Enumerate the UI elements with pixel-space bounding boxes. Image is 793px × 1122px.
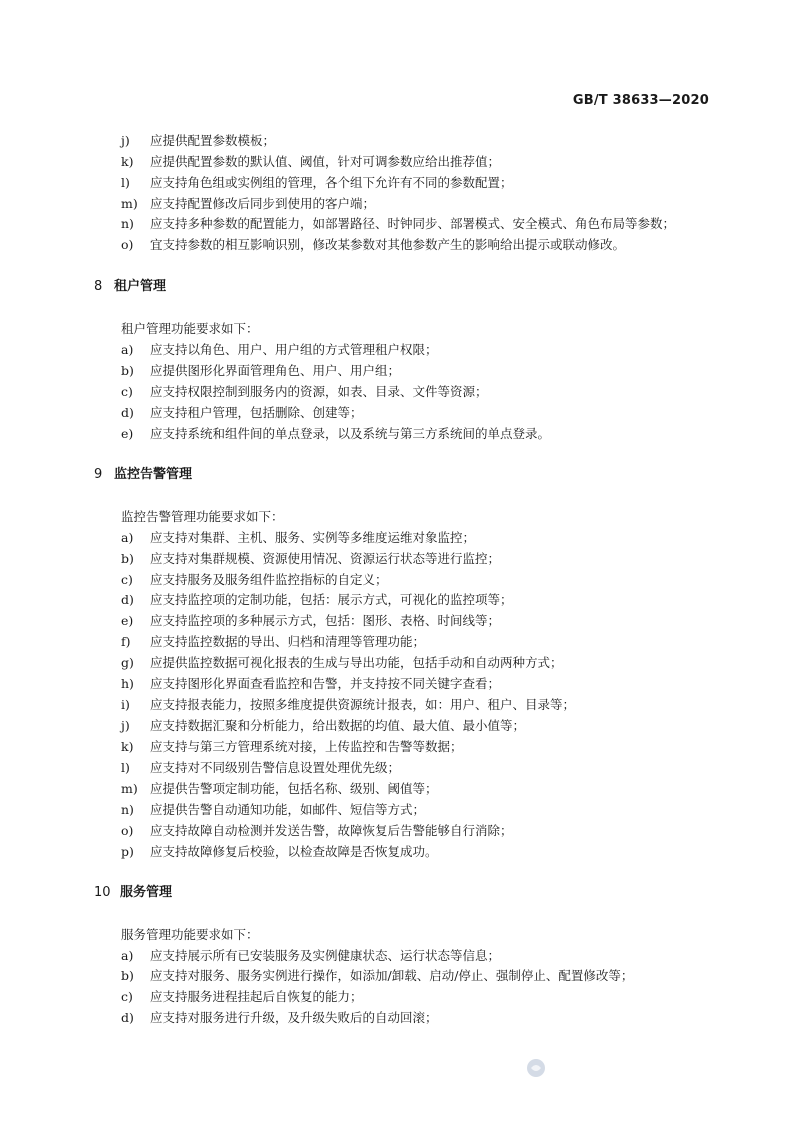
- item-mark: o): [121, 823, 134, 838]
- section-intro: 服务管理功能要求如下：: [121, 927, 259, 942]
- item-mark: a): [121, 948, 134, 963]
- item-text: 应支持图形化界面查看监控和告警，并支持按不同关键字查看；: [150, 676, 501, 691]
- list-item: [121, 653, 563, 673]
- list-item: [121, 549, 500, 569]
- item-mark: n): [121, 216, 134, 231]
- list-item: [121, 779, 438, 799]
- item-text: 应提供告警项定制功能，包括名称、级别、阈值等；: [150, 781, 438, 796]
- item-mark: a): [121, 342, 134, 357]
- item-text: 应支持角色组或实例组的管理，各个组下允许有不同的参数配置；: [150, 175, 513, 190]
- item-text: 应支持对集群、主机、服务、实例等多维度运维对象监控；: [150, 530, 476, 545]
- list-item: [121, 674, 500, 694]
- item-mark: d): [121, 592, 134, 607]
- item-text: 应支持租户管理，包括删除、创建等；: [150, 405, 363, 420]
- item-text: 应支持对服务、服务实例进行操作，如添加/卸载、启动/停止、强制停止、配置修改等；: [150, 968, 634, 983]
- item-mark: c): [121, 572, 133, 587]
- list-item: [121, 214, 675, 234]
- item-mark: b): [121, 968, 134, 983]
- section-title: 监控告警管理: [114, 467, 193, 482]
- item-text: 应支持配置修改后同步到使用的客户端；: [150, 196, 376, 211]
- list-item: [121, 235, 625, 255]
- section-number: 8: [94, 279, 103, 294]
- list-item: [121, 737, 463, 757]
- item-text: 应支持多种参数的配置能力，如部署路径、时钟同步、部署模式、安全模式、角色布局等参数；: [150, 216, 676, 231]
- list-item: [121, 1008, 438, 1028]
- item-mark: o): [121, 237, 134, 252]
- list-item: [121, 528, 475, 548]
- item-text: 应提供图形化界面管理角色、用户、用户组；: [150, 363, 401, 378]
- item-text: 应支持报表能力，按照多维度提供资源统计报表，如：用户、租户、目录等；: [150, 697, 576, 712]
- item-text: 应支持故障修复后校验，以检查故障是否恢复成功。: [150, 844, 438, 859]
- list-item: [121, 361, 400, 381]
- item-text: 应支持以角色、用户、用户组的方式管理租户权限；: [150, 342, 438, 357]
- list-item: [121, 403, 363, 423]
- item-text: 应支持服务进程挂起后自恢复的能力；: [150, 989, 363, 1004]
- list-item: [121, 131, 275, 151]
- item-text: 应支持对服务进行升级，及升级失败后的自动回滚；: [150, 1010, 438, 1025]
- item-mark: b): [121, 551, 134, 566]
- item-mark: a): [121, 530, 134, 545]
- list-item: [121, 152, 500, 172]
- list-item: [121, 842, 438, 862]
- list-item: [121, 716, 525, 736]
- item-mark: j): [121, 133, 130, 148]
- item-mark: d): [121, 1010, 134, 1025]
- item-text: 应支持权限控制到服务内的资源，如表、目录、文件等资源；: [150, 384, 488, 399]
- item-text: 应支持数据汇聚和分析能力，给出数据的均值、最大值、最小值等；: [150, 718, 526, 733]
- list-item: [121, 632, 425, 652]
- item-mark: e): [121, 613, 134, 628]
- sac-logo-icon: [526, 1058, 546, 1078]
- item-text: 应支持展示所有已安装服务及实例健康状态、运行状态等信息；: [150, 948, 501, 963]
- item-text: 应提供告警自动通知功能，如邮件、短信等方式；: [150, 802, 426, 817]
- item-mark: k): [121, 739, 134, 754]
- list-item: [121, 821, 513, 841]
- item-mark: j): [121, 718, 130, 733]
- list-item: [121, 966, 633, 986]
- item-text: 应支持监控项的定制功能，包括：展示方式，可视化的监控项等；: [150, 592, 513, 607]
- item-text: 应提供监控数据可视化报表的生成与导出功能，包括手动和自动两种方式；: [150, 655, 563, 670]
- list-item: [121, 800, 425, 820]
- standard-code: GB/T 38633—2020: [572, 93, 709, 108]
- section-title: 租户管理: [114, 279, 167, 294]
- item-mark: g): [121, 655, 134, 670]
- item-text: 应提供配置参数的默认值、阈值，针对可调参数应给出推荐值；: [150, 154, 501, 169]
- item-mark: k): [121, 154, 134, 169]
- list-item: [121, 340, 438, 360]
- list-item: [121, 611, 500, 631]
- item-mark: l): [121, 760, 130, 775]
- list-item: [121, 946, 500, 966]
- section-heading: [94, 883, 172, 903]
- item-mark: m): [121, 781, 138, 796]
- list-item: [121, 570, 388, 590]
- list-item: [121, 194, 375, 214]
- item-text: 应支持对集群规模、资源使用情况、资源运行状态等进行监控；: [150, 551, 501, 566]
- list-item: [121, 424, 550, 444]
- item-mark: e): [121, 426, 134, 441]
- list-item: [121, 173, 513, 193]
- item-mark: m): [121, 196, 138, 211]
- item-mark: n): [121, 802, 134, 817]
- item-text: 宜支持参数的相互影响识别，修改某参数对其他参数产生的影响给出提示或联动修改。: [150, 237, 626, 252]
- section-intro: 租户管理功能要求如下：: [121, 321, 259, 336]
- item-text: 应支持服务及服务组件监控指标的自定义；: [150, 572, 388, 587]
- section-number: 10: [94, 885, 111, 900]
- list-item: [121, 695, 575, 715]
- item-mark: d): [121, 405, 134, 420]
- list-item: [121, 987, 363, 1007]
- item-text: 应支持与第三方管理系统对接，上传监控和告警等数据；: [150, 739, 463, 754]
- item-text: 应支持故障自动检测并发送告警，故障恢复后告警能够自行消除；: [150, 823, 513, 838]
- section-number: 9: [94, 467, 103, 482]
- item-mark: b): [121, 363, 134, 378]
- item-mark: p): [121, 844, 134, 859]
- item-mark: l): [121, 175, 130, 190]
- section-heading: [94, 465, 192, 485]
- item-mark: c): [121, 989, 133, 1004]
- item-text: 应支持对不同级别告警信息设置处理优先级；: [150, 760, 401, 775]
- item-text: 应提供配置参数模板；: [150, 133, 276, 148]
- item-text: 应支持系统和组件间的单点登录，以及系统与第三方系统间的单点登录。: [150, 426, 551, 441]
- section-intro: 监控告警管理功能要求如下：: [121, 509, 284, 524]
- item-text: 应支持监控数据的导出、归档和清理等管理功能；: [150, 634, 426, 649]
- item-mark: c): [121, 384, 133, 399]
- list-item: [121, 382, 488, 402]
- list-item: [121, 758, 400, 778]
- item-mark: i): [121, 697, 130, 712]
- section-title: 服务管理: [120, 885, 173, 900]
- item-text: 应支持监控项的多种展示方式，包括：图形、表格、时间线等；: [150, 613, 501, 628]
- section-heading: [94, 277, 166, 297]
- item-mark: f): [121, 634, 131, 649]
- list-item: [121, 590, 513, 610]
- item-mark: h): [121, 676, 134, 691]
